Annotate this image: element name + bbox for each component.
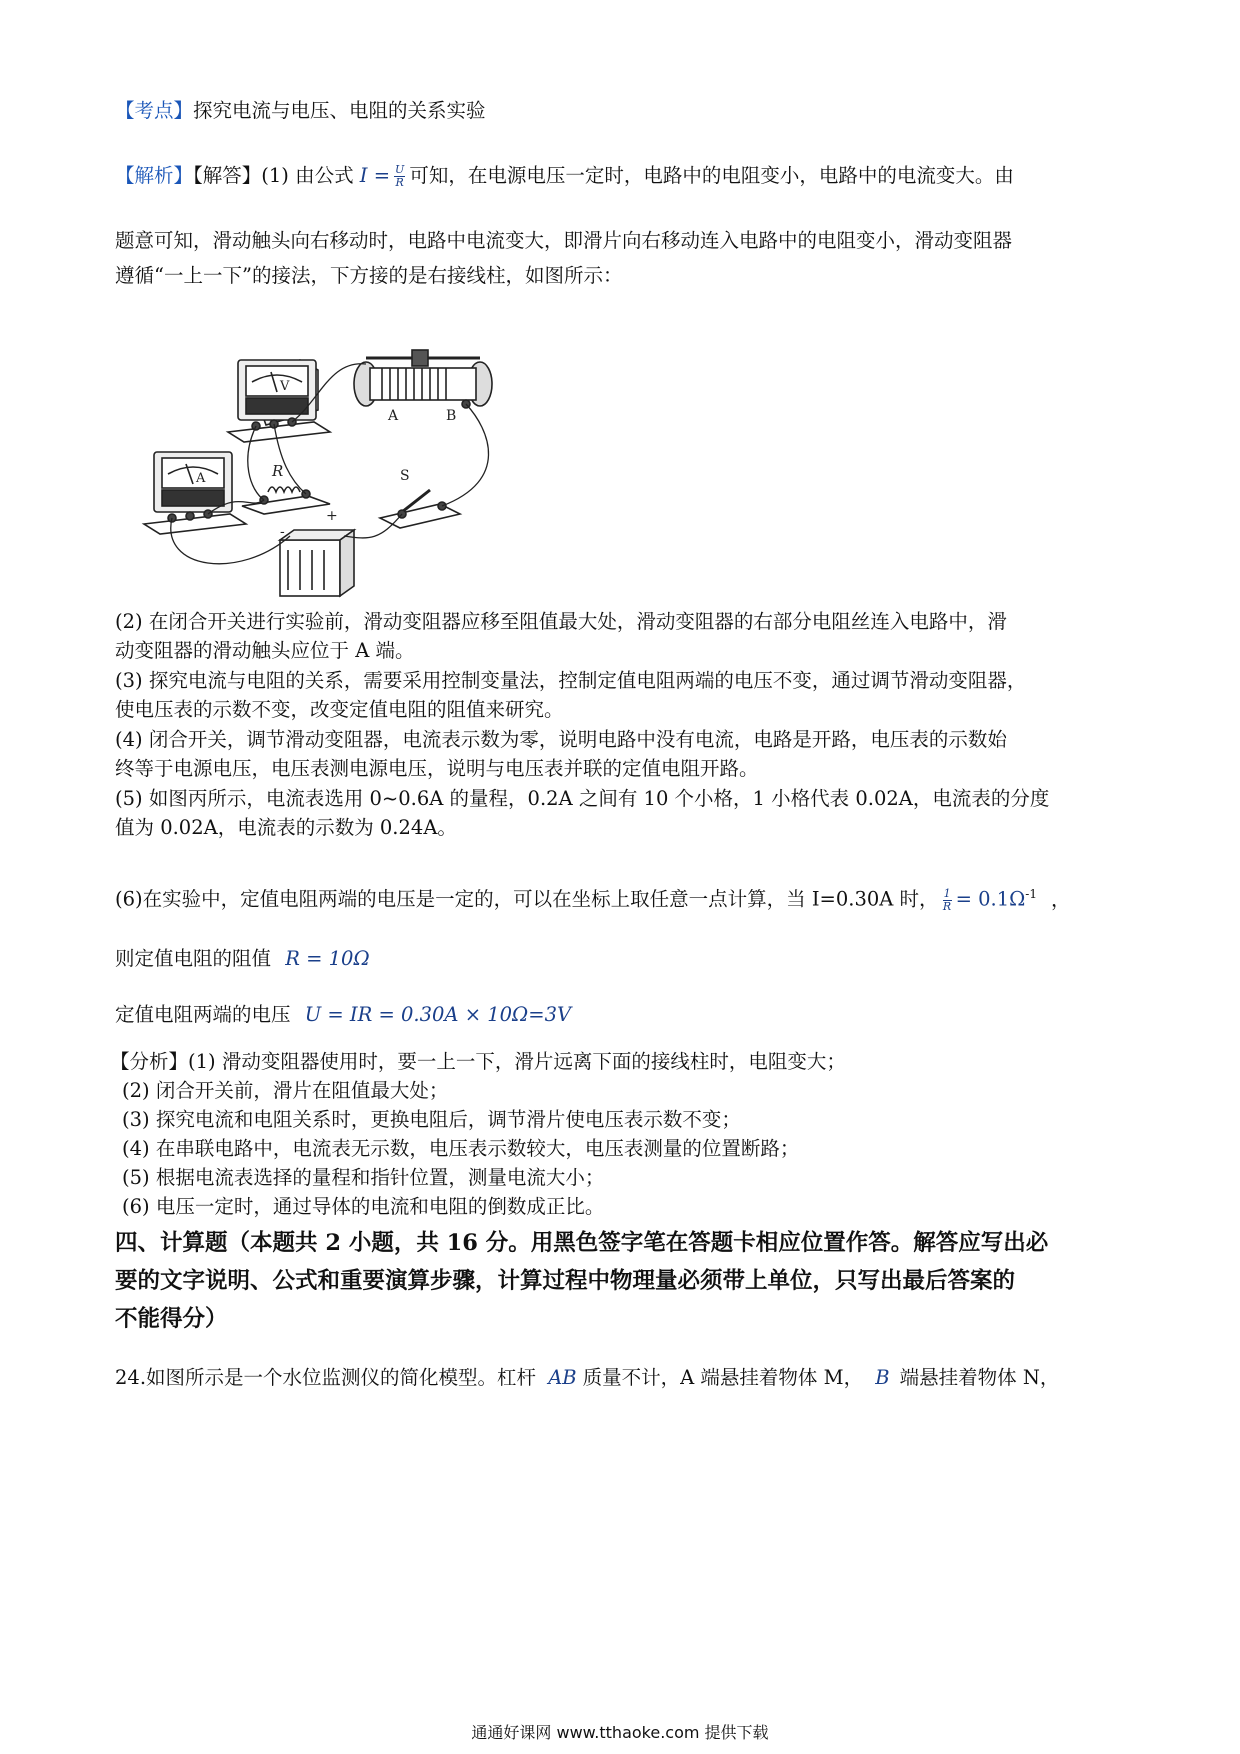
kaodian-tag: 【考点】 (115, 99, 194, 122)
p6-fraction-numerator: 1 (943, 886, 951, 900)
q24-end: 端悬挂着物体 N， (899, 1366, 1060, 1389)
p6-exponent: -1 (1025, 887, 1037, 901)
para-5a: (5) 如图丙所示，电流表选用 0~0.6A 的量程，0.2A 之间有 10 个小格，1 小格代表 0.02A，电流表的分度 (115, 787, 1050, 810)
para-2a: (2) 在闭合开关进行实验前，滑动变阻器应移至阻值最大处，滑动变阻器的右部分电阻丝连入电路中，滑 (115, 610, 1007, 633)
fraction-numerator: U (395, 163, 405, 176)
voltmeter (228, 360, 330, 442)
jiexi-line-3: 遵循“一上一下”的接法，下方接的是右接线柱，如图所示： (115, 264, 623, 287)
jiexi-line-1 (115, 162, 1014, 190)
formula-i: I = (359, 164, 391, 187)
switch-label: S (400, 468, 410, 484)
r-line (115, 945, 370, 973)
para-6-text: (6)在实验中，定值电阻两端的电压是一定的，可以在坐标上取任意一点计算，当 I=0.30A 时， (115, 887, 939, 911)
para-2b: 动变阻器的滑动触头应位于 A 端。 (115, 639, 415, 662)
rheostat-terminal-a: A (388, 408, 399, 424)
rheostat-terminal-b: B (446, 408, 457, 424)
fenxi-4: (4) 在串联电路中，电流表无示数，电压表示数较大，电压表测量的位置断路； (122, 1137, 800, 1160)
formula-fraction (394, 164, 405, 189)
q24-mid: 质量不计，A 端悬挂着物体 M， (582, 1366, 864, 1389)
para-3a: (3) 探究电流与电阻的关系，需要采用控制变量法，控制定值电阻两端的电压不变，通过调节滑动变阻器， (115, 669, 1027, 692)
u-line (115, 1001, 571, 1029)
para-4b: 终等于电源电压，电压表测电源电压，说明与电压表并联的定值电阻开路。 (115, 757, 759, 780)
para-3b: 使电压表的示数不变，改变定值电阻的阻值来研究。 (115, 698, 564, 721)
rheostat (354, 350, 492, 424)
fenxi-2: (2) 闭合开关前，滑片在阻值最大处； (122, 1079, 449, 1102)
ammeter (144, 452, 246, 534)
resistor-label: R (272, 462, 284, 480)
p6-fraction-denominator: R (942, 899, 952, 913)
fenxi-5: (5) 根据电流表选择的量程和指针位置，测量电流大小； (122, 1166, 605, 1189)
p6-fraction (943, 888, 952, 913)
question-24 (115, 1364, 1059, 1392)
p6-result: = 0.1Ω (955, 887, 1026, 911)
fraction-denominator: R (395, 176, 404, 189)
jiexi-after-formula: 可知，在电源电压一定时，电路中的电阻变小，电路中的电流变大。由 (409, 164, 1014, 187)
battery-minus: - (280, 524, 285, 540)
fenxi-1: 【分析】(1) 滑动变阻器使用时，要一上一下，滑片远离下面的接线柱时，电阻变大； (110, 1050, 846, 1073)
battery (280, 508, 354, 596)
section4-line-1: 四、计算题（本题共 2 小题，共 16 分。用黑色签字笔在答题卡相应位置作答。解答应写出必 (115, 1230, 1049, 1256)
u-line-text: 定值电阻两端的电压 (115, 1003, 291, 1026)
kaodian-text: 探究电流与电压、电阻的关系实验 (193, 99, 486, 122)
jiexi-line-2: 题意可知，滑动触头向右移动时，电路中电流变大，即滑片向右移动连入电路中的电阻变小，滑动变阻器 (115, 229, 1013, 252)
section4-line-3: 不能得分） (115, 1306, 228, 1332)
circuit-diagram (130, 340, 550, 640)
switch (380, 468, 460, 528)
ammeter-label: A (196, 471, 206, 486)
fenxi-6: (6) 电压一定时，通过导体的电流和电阻的倒数成正比。 (122, 1195, 605, 1218)
q24-start: 24.如图所示是一个水位监测仪的简化模型。杠杆 (115, 1366, 537, 1389)
fenxi-3: (3) 探究电流和电阻关系时，更换电阻后，调节滑片使电压表示数不变； (122, 1108, 741, 1131)
para-4a: (4) 闭合开关，调节滑动变阻器，电流表示数为零，说明电路中没有电流，电路是开路，电压表的示数始 (115, 728, 1007, 751)
jiexi-lead: 【解答】(1) 由公式 (193, 164, 354, 187)
jiexi-tag: 【解析】 (115, 164, 194, 187)
kaodian-line (115, 97, 486, 125)
battery-plus: + (326, 508, 338, 524)
para-6 (115, 880, 1071, 914)
section4-line-2: 要的文字说明、公式和重要演算步骤，计算过程中物理量必须带上单位，只写出最后答案的 (115, 1268, 1016, 1294)
r-line-math: R = 10Ω (285, 947, 370, 970)
resistor (242, 462, 330, 514)
u-line-math: U = IR = 0.30A × 10Ω=3V (304, 1003, 572, 1026)
page-footer: 通通好课网 www.tthaoke.com 提供下载 (471, 1723, 769, 1742)
r-line-text: 则定值电阻的阻值 (115, 947, 272, 970)
p6-comma: ， (1050, 887, 1071, 911)
voltmeter-label: V (280, 379, 290, 394)
q24-b: B (875, 1366, 890, 1389)
q24-ab: AB (548, 1366, 577, 1389)
para-5b: 值为 0.02A，电流表的示数为 0.24A。 (115, 816, 457, 839)
